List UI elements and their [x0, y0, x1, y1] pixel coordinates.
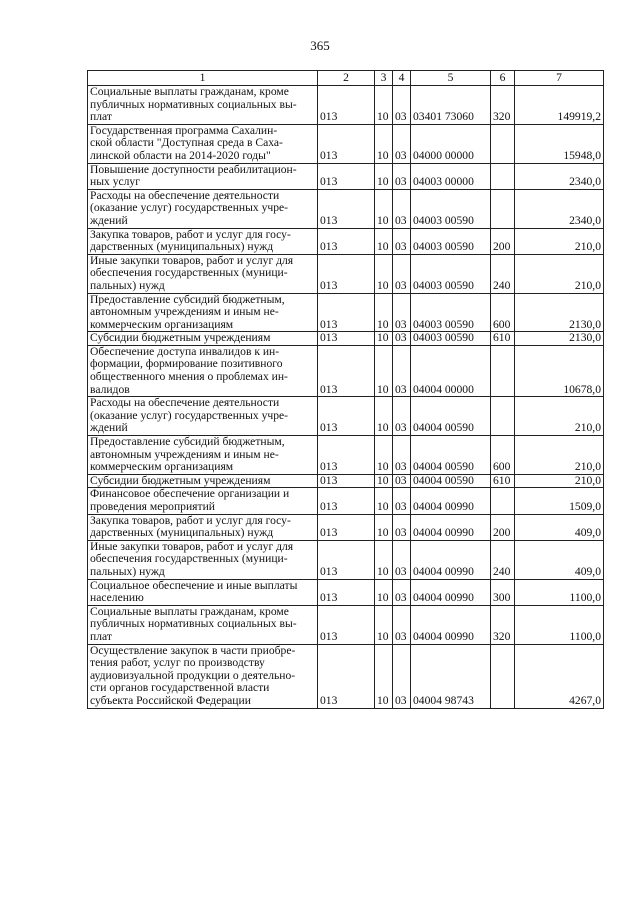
target-code: 04004 00590 — [411, 474, 491, 488]
target-code: 04003 00590 — [411, 332, 491, 346]
expense-type-code — [491, 345, 515, 396]
ministry-code: 013 — [318, 86, 375, 125]
amount-value: 1509,0 — [515, 488, 604, 514]
row-name-cell — [88, 474, 318, 488]
table-row — [88, 397, 604, 436]
ministry-code: 013 — [318, 332, 375, 346]
subsection-code: 03 — [393, 293, 411, 332]
target-code: 04003 00590 — [411, 189, 491, 228]
ministry-code: 013 — [318, 163, 375, 189]
table-row — [88, 163, 604, 189]
section-code: 10 — [375, 488, 393, 514]
subsection-code: 03 — [393, 163, 411, 189]
ministry-code: 013 — [318, 189, 375, 228]
ministry-code: 013 — [318, 345, 375, 396]
row-name: Социальные выплаты гражданам, кроме публичных нормативных социальных вы- плат — [90, 605, 297, 643]
expense-type-code: 320 — [491, 86, 515, 125]
expense-type-code — [491, 397, 515, 436]
table-row — [88, 644, 604, 708]
row-name: Обеспечение доступа инвалидов к ин- формации, формирование позитивного общественного мнения о проблемах ин- валидов — [90, 345, 288, 396]
subsection-code: 03 — [393, 254, 411, 293]
row-name: Расходы на обеспечение деятельности (оказание услуг) государственных учре- ждений — [90, 189, 289, 227]
subsection-code: 03 — [393, 605, 411, 644]
target-code: 04003 00590 — [411, 228, 491, 254]
ministry-code: 013 — [318, 474, 375, 488]
table-row — [88, 474, 604, 488]
ministry-code: 013 — [318, 514, 375, 540]
subsection-code: 03 — [393, 436, 411, 475]
table-row — [88, 293, 604, 332]
ministry-code: 013 — [318, 228, 375, 254]
ministry-code: 013 — [318, 124, 375, 163]
row-name: Субсидии бюджетным учреждениям — [90, 331, 271, 345]
row-name-cell — [88, 605, 318, 644]
section-code: 10 — [375, 293, 393, 332]
ministry-code: 013 — [318, 644, 375, 708]
subsection-code: 03 — [393, 228, 411, 254]
target-code: 04004 00990 — [411, 488, 491, 514]
row-name-cell — [88, 163, 318, 189]
table-row — [88, 514, 604, 540]
target-code: 04004 00990 — [411, 540, 491, 579]
table-row — [88, 540, 604, 579]
amount-value: 1100,0 — [515, 579, 604, 605]
row-name: Финансовое обеспечение организации и проведения мероприятий — [90, 487, 290, 513]
row-name: Закупка товаров, работ и услуг для госу- дарственных (муниципальных) нужд — [90, 514, 291, 540]
section-code: 10 — [375, 397, 393, 436]
ministry-code: 013 — [318, 605, 375, 644]
column-header: 4 — [393, 71, 411, 86]
row-name-cell — [88, 540, 318, 579]
row-name-cell — [88, 124, 318, 163]
section-code: 10 — [375, 86, 393, 125]
target-code: 04003 00000 — [411, 163, 491, 189]
section-code: 10 — [375, 540, 393, 579]
table-row — [88, 86, 604, 125]
table-row — [88, 124, 604, 163]
target-code: 04004 98743 — [411, 644, 491, 708]
row-name-cell — [88, 397, 318, 436]
amount-value: 15948,0 — [515, 124, 604, 163]
amount-value: 10678,0 — [515, 345, 604, 396]
expense-type-code: 600 — [491, 293, 515, 332]
row-name-cell — [88, 514, 318, 540]
section-code: 10 — [375, 124, 393, 163]
row-name: Предоставление субсидий бюджетным, автономным учреждениям и иным не- коммерческим организациям — [90, 435, 285, 474]
expense-type-code: 610 — [491, 332, 515, 346]
amount-value: 149919,2 — [515, 86, 604, 125]
subsection-code: 03 — [393, 474, 411, 488]
target-code: 04004 00990 — [411, 605, 491, 644]
row-name: Предоставление субсидий бюджетным, автономным учреждениям и иным не- коммерческим организациям — [90, 293, 285, 331]
column-header: 6 — [491, 71, 515, 86]
target-code: 04004 00000 — [411, 345, 491, 396]
amount-value: 1100,0 — [515, 605, 604, 644]
ministry-code: 013 — [318, 540, 375, 579]
row-name-cell — [88, 86, 318, 125]
page-number: 365 — [310, 38, 330, 53]
amount-value: 2340,0 — [515, 163, 604, 189]
section-code: 10 — [375, 579, 393, 605]
row-name: Государственная программа Сахалин- ской области "Доступная среда в Саха- линской области на 2014-2020 годы" — [90, 124, 283, 162]
table-row — [88, 605, 604, 644]
row-name-cell — [88, 345, 318, 396]
target-code: 04004 00590 — [411, 436, 491, 475]
expense-type-code — [491, 124, 515, 163]
row-name-cell — [88, 332, 318, 346]
target-code: 03401 73060 — [411, 86, 491, 125]
subsection-code: 03 — [393, 332, 411, 346]
column-header: 3 — [375, 71, 393, 86]
subsection-code: 03 — [393, 579, 411, 605]
section-code: 10 — [375, 189, 393, 228]
subsection-code: 03 — [393, 397, 411, 436]
row-name-cell — [88, 228, 318, 254]
ministry-code: 013 — [318, 293, 375, 332]
amount-value: 409,0 — [515, 514, 604, 540]
amount-value: 2130,0 — [515, 332, 604, 346]
amount-value: 210,0 — [515, 397, 604, 436]
section-code: 10 — [375, 332, 393, 346]
amount-value: 2340,0 — [515, 189, 604, 228]
ministry-code: 013 — [318, 436, 375, 475]
row-name: Закупка товаров, работ и услуг для госу- дарственных (муниципальных) нужд — [90, 228, 291, 254]
subsection-code: 03 — [393, 86, 411, 125]
section-code: 10 — [375, 514, 393, 540]
table-row — [88, 254, 604, 293]
row-name: Иные закупки товаров, работ и услуг для обеспечения государственных (муници- пальных) нужд — [90, 540, 294, 578]
budget-table — [87, 70, 604, 709]
target-code: 04004 00590 — [411, 397, 491, 436]
amount-value: 409,0 — [515, 540, 604, 579]
amount-value: 210,0 — [515, 436, 604, 475]
target-code: 04000 00000 — [411, 124, 491, 163]
section-code: 10 — [375, 163, 393, 189]
table-row — [88, 579, 604, 605]
column-header-row — [88, 71, 604, 86]
column-header: 1 — [88, 71, 318, 86]
section-code: 10 — [375, 345, 393, 396]
target-code: 04004 00990 — [411, 514, 491, 540]
row-name-cell — [88, 579, 318, 605]
table-row — [88, 488, 604, 514]
row-name-cell — [88, 189, 318, 228]
row-name: Осуществление закупок в части приобре- тения работ, услуг по производству аудиовизуальной продукции о деятельно- сти органов государственной власти субъекта Российской Федерации — [90, 644, 296, 707]
amount-value: 210,0 — [515, 228, 604, 254]
expense-type-code — [491, 189, 515, 228]
row-name-cell — [88, 436, 318, 475]
row-name: Субсидии бюджетным учреждениям — [90, 474, 271, 487]
subsection-code: 03 — [393, 540, 411, 579]
ministry-code: 013 — [318, 579, 375, 605]
table-row — [88, 189, 604, 228]
expense-type-code: 300 — [491, 579, 515, 605]
subsection-code: 03 — [393, 644, 411, 708]
section-code: 10 — [375, 605, 393, 644]
expense-type-code: 600 — [491, 436, 515, 475]
row-name: Социальные выплаты гражданам, кроме публичных нормативных социальных вы- плат — [90, 85, 297, 124]
ministry-code: 013 — [318, 254, 375, 293]
section-code: 10 — [375, 228, 393, 254]
table-row — [88, 345, 604, 396]
expense-type-code — [491, 163, 515, 189]
table-row — [88, 436, 604, 475]
amount-value: 210,0 — [515, 474, 604, 488]
column-header: 5 — [411, 71, 491, 86]
expense-type-code: 320 — [491, 605, 515, 644]
table-row — [88, 332, 604, 346]
section-code: 10 — [375, 254, 393, 293]
subsection-code: 03 — [393, 189, 411, 228]
expense-type-code: 610 — [491, 474, 515, 488]
subsection-code: 03 — [393, 488, 411, 514]
subsection-code: 03 — [393, 124, 411, 163]
ministry-code: 013 — [318, 488, 375, 514]
row-name-cell — [88, 254, 318, 293]
row-name-cell — [88, 293, 318, 332]
expense-type-code: 200 — [491, 228, 515, 254]
amount-value: 2130,0 — [515, 293, 604, 332]
row-name-cell — [88, 644, 318, 708]
row-name-cell — [88, 488, 318, 514]
section-code: 10 — [375, 436, 393, 475]
target-code: 04004 00990 — [411, 579, 491, 605]
row-name: Иные закупки товаров, работ и услуг для обеспечения государственных (муници- пальных) нужд — [90, 254, 294, 292]
subsection-code: 03 — [393, 514, 411, 540]
target-code: 04003 00590 — [411, 254, 491, 293]
column-header: 7 — [515, 71, 604, 86]
row-name: Повышение доступности реабилитацион- ных услуг — [90, 163, 297, 189]
expense-type-code — [491, 644, 515, 708]
column-header: 2 — [318, 71, 375, 86]
table-row — [88, 228, 604, 254]
ministry-code: 013 — [318, 397, 375, 436]
expense-type-code: 240 — [491, 540, 515, 579]
subsection-code: 03 — [393, 345, 411, 396]
expense-type-code: 200 — [491, 514, 515, 540]
row-name: Социальное обеспечение и иные выплаты населению — [90, 579, 298, 605]
amount-value: 4267,0 — [515, 644, 604, 708]
expense-type-code — [491, 488, 515, 514]
section-code: 10 — [375, 474, 393, 488]
section-code: 10 — [375, 644, 393, 708]
row-name: Расходы на обеспечение деятельности (оказание услуг) государственных учре- ждений — [90, 396, 289, 435]
table-body — [88, 86, 604, 709]
target-code: 04003 00590 — [411, 293, 491, 332]
amount-value: 210,0 — [515, 254, 604, 293]
expense-type-code: 240 — [491, 254, 515, 293]
